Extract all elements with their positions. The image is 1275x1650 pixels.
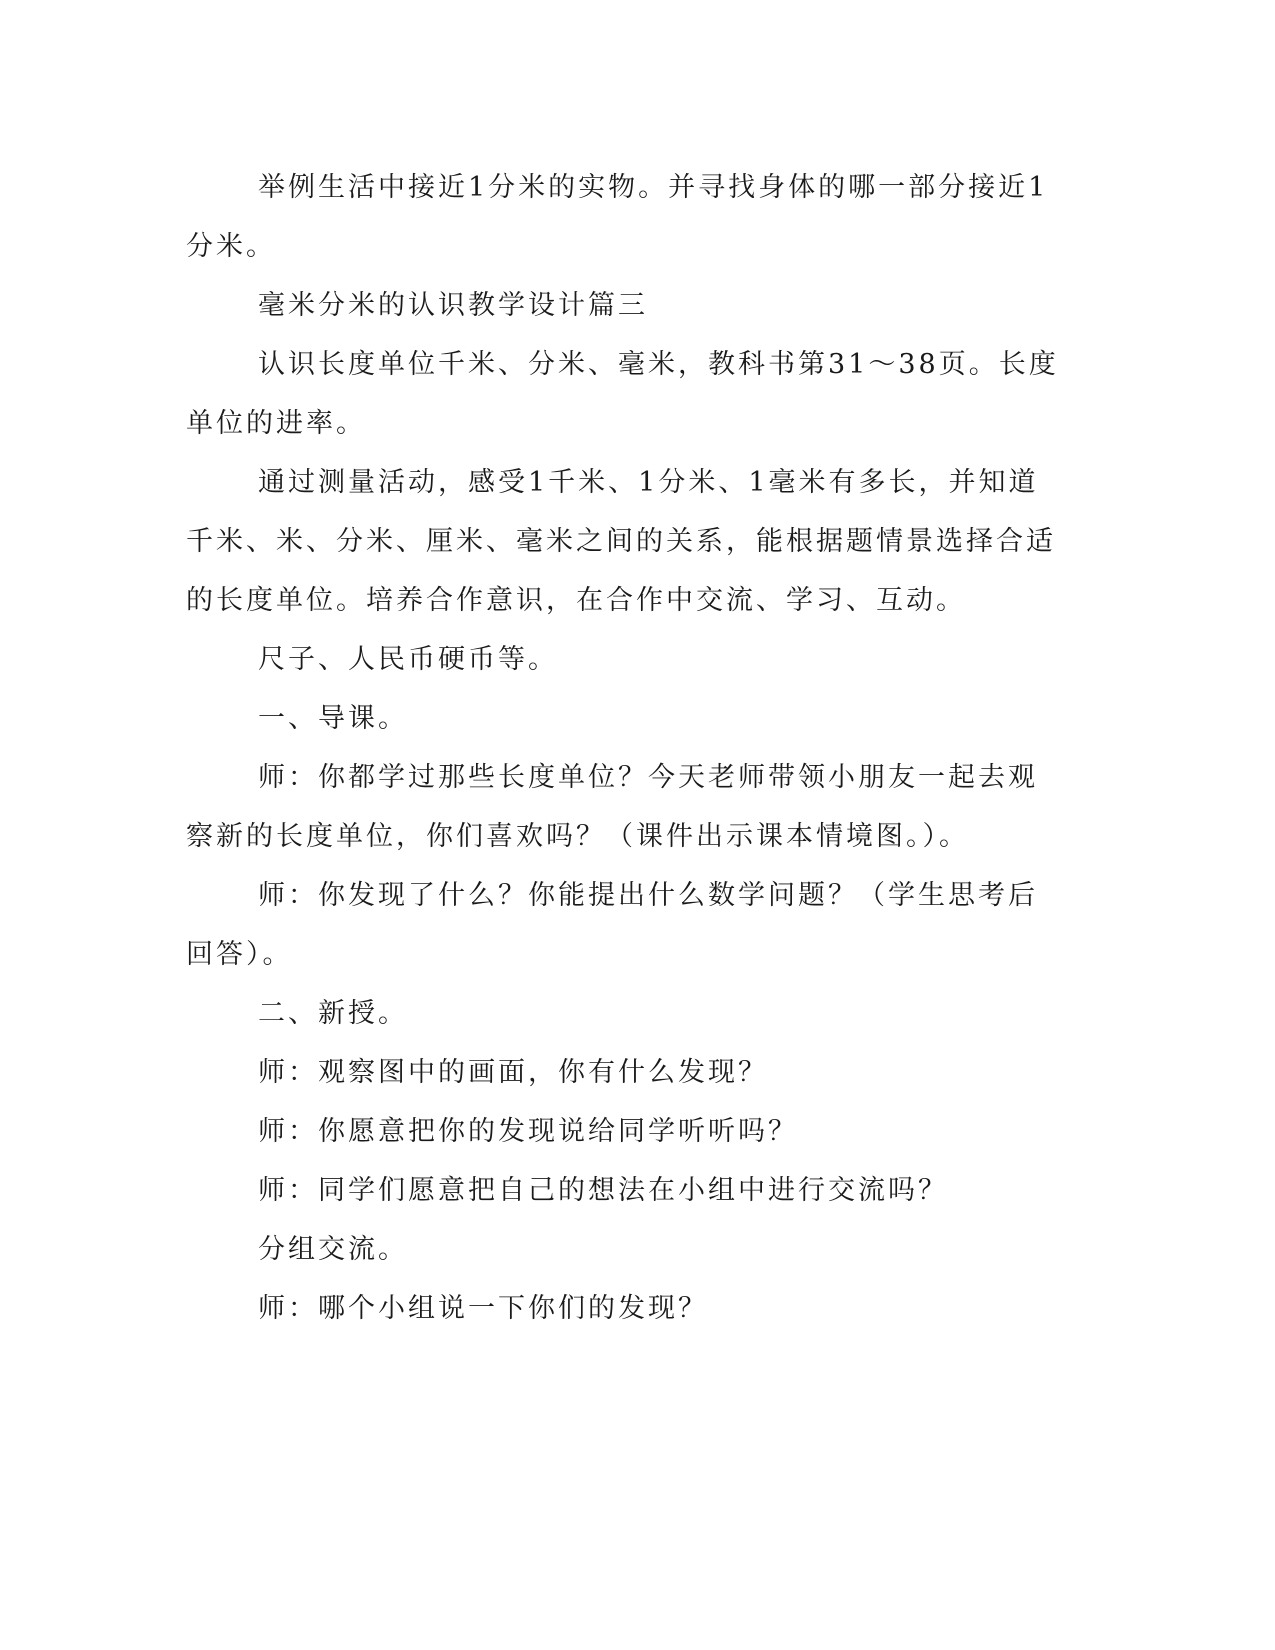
paragraph-teacher-question-2: 师：你发现了什么？你能提出什么数学问题？（学生思考后回答）。: [186, 880, 1038, 970]
paragraph-teacher-question-3: 师：观察图中的画面，你有什么发现？: [258, 1057, 768, 1088]
paragraph-teacher-question-5: 师：同学们愿意把自己的想法在小组中进行交流吗？: [258, 1175, 948, 1206]
paragraph-teaching-content: 认识长度单位千米、分米、毫米，教科书第31～38页。长度单位的进率。: [186, 349, 1059, 439]
paragraph-example-objects: 举例生活中接近1分米的实物。并寻找身体的哪一部分接近1分米。: [186, 172, 1049, 262]
paragraph-teacher-question-4: 师：你愿意把你的发现说给同学听听吗？: [258, 1116, 798, 1147]
paragraph-group-discussion: 分组交流。: [258, 1234, 408, 1265]
paragraph-step-two-heading: 二、新授。: [258, 998, 408, 1029]
paragraph-teacher-question-1: 师：你都学过那些长度单位？今天老师带领小朋友一起去观察新的长度单位，你们喜欢吗？（课件出示课本情境图。）。: [186, 762, 1038, 852]
paragraph-teacher-question-6: 师：哪个小组说一下你们的发现？: [258, 1293, 708, 1324]
paragraph-teaching-materials: 尺子、人民币硬币等。: [258, 644, 558, 675]
paragraph-step-one-heading: 一、导课。: [258, 703, 408, 734]
document-body: [186, 158, 1066, 1338]
paragraph-teaching-goals: 通过测量活动，感受1千米、1分米、1毫米有多长，并知道千米、米、分米、厘米、毫米之间的关系，能根据题情景选择合适的长度单位。培养合作意识，在合作中交流、学习、互动。: [186, 467, 1056, 616]
section-heading-part-three: 毫米分米的认识教学设计篇三: [258, 290, 648, 321]
